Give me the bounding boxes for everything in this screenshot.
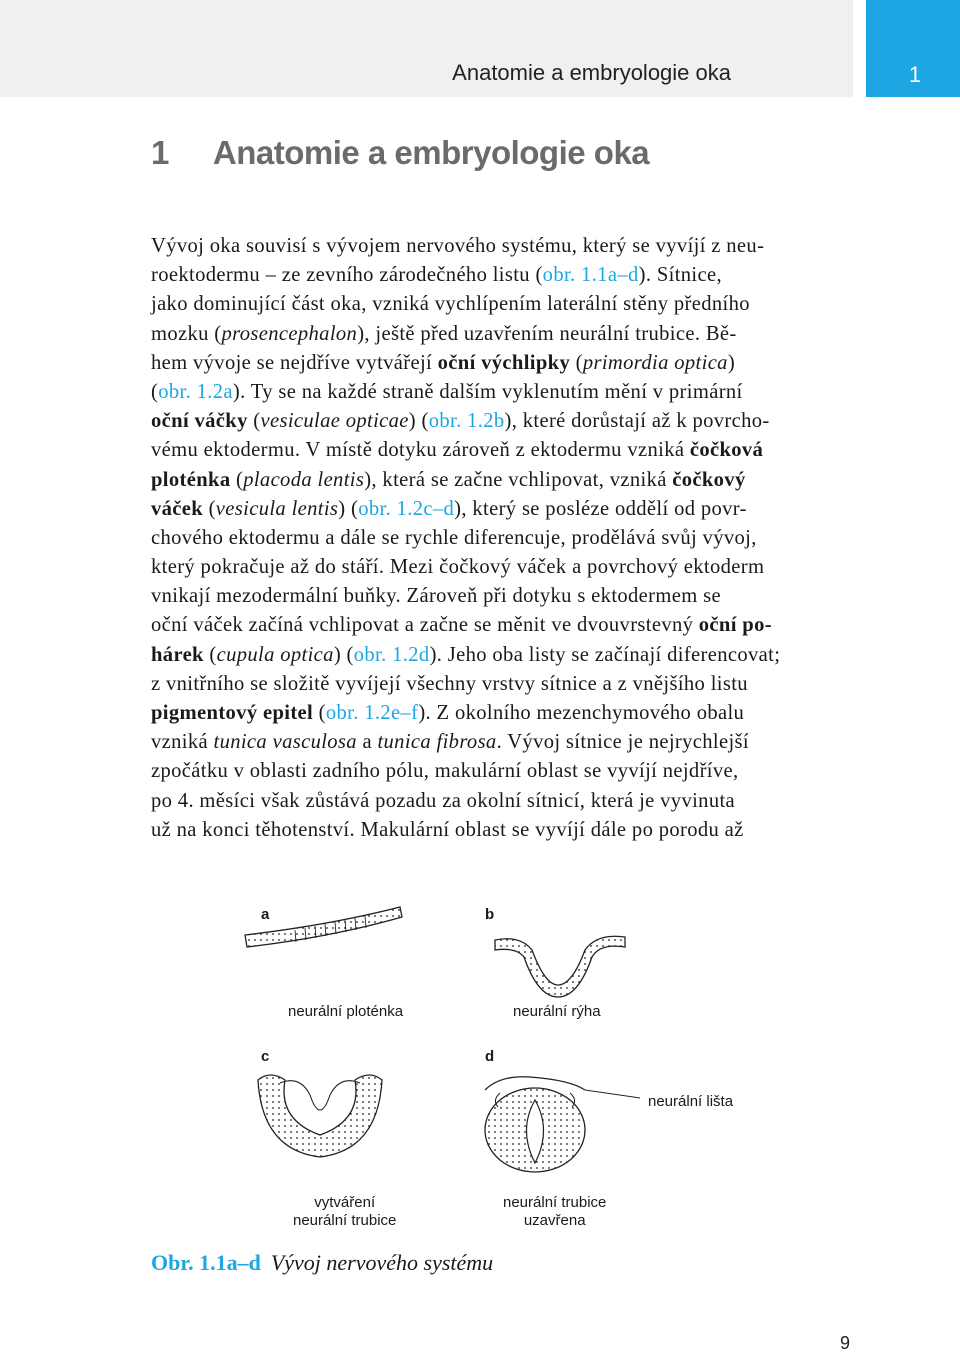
figure-illustration: [240, 895, 660, 1195]
latin-term: tunica vasculosa: [213, 731, 357, 754]
text-run: jako dominující část oka, vzniká vychlípením laterální stěny předního: [151, 293, 750, 316]
text-line: [151, 495, 853, 524]
text-run: ), která se začne vchlipovat, vzniká: [364, 468, 673, 491]
text-run: (: [313, 702, 326, 724]
latin-term: primordia optica: [582, 351, 728, 374]
neural-crest-label: neurální lišta: [648, 1093, 734, 1110]
panel-letter-b: b: [485, 906, 495, 923]
text-run: ), ještě před uzavřením neurální trubice. Bě-: [357, 322, 737, 345]
figure-caption: [151, 1250, 493, 1276]
text-run: ). Sítnice,: [638, 264, 722, 287]
text-run: ), který se posléze oddělí od povr-: [454, 497, 747, 520]
chapter-tab: 1: [866, 0, 960, 97]
text-line: [151, 757, 853, 786]
text-line: [151, 232, 853, 261]
text-run: ), které dorůstají až k povrcho-: [504, 410, 770, 433]
panel-letter-a: a: [261, 906, 270, 923]
text-run: (: [230, 468, 244, 491]
text-run: ). Ty se na každé straně dalším vyklenutím mění v primární: [232, 380, 743, 403]
figure-reference: obr. 1.1a–d: [542, 264, 639, 287]
caption-text: Vývoj nervového systému: [270, 1250, 494, 1275]
bold-term: čočková: [689, 439, 764, 462]
running-header-band: [0, 0, 853, 97]
text-line: [151, 816, 853, 845]
text-line: [151, 349, 853, 378]
figure-reference: obr. 1.2b: [428, 410, 505, 433]
text-run: roektodermu – ze zevního zárodečného listu (: [151, 264, 543, 287]
text-line: [151, 553, 853, 582]
text-run: hem vývoje se nejdříve vytvářejí: [151, 351, 438, 374]
text-run: a: [356, 731, 378, 754]
text-line: [151, 378, 853, 407]
panel-label-d: neurální trubice uzavřena: [503, 1194, 607, 1229]
text-line: [151, 699, 853, 728]
text-run: chového ektodermu a dále se rychle diferencuje, prodělává svůj vývoj,: [151, 526, 757, 549]
text-line: [151, 582, 853, 611]
text-run: ). Z okolního mezenchymového obalu: [418, 702, 745, 724]
latin-term: cupula optica: [216, 643, 334, 666]
text-run: mozku (: [151, 322, 222, 345]
bold-term: čočkový: [672, 468, 746, 491]
text-run: vému ektodermu. V místě dotyku zároveň z ektodermu vzniká: [151, 439, 690, 462]
body-paragraph: [151, 232, 853, 845]
caption-number: Obr. 1.1a–d: [151, 1250, 261, 1275]
text-run: (: [247, 410, 261, 433]
text-run: po 4. měsíci však zůstává pozadu za okolní sítnicí, která je vyvinuta: [151, 789, 736, 812]
text-line: [151, 466, 853, 495]
text-run: který pokračuje až do stáří. Mezi čočkový váček a povrchový ektoderm: [151, 556, 765, 579]
text-line: [151, 290, 853, 319]
text-run: ) (: [338, 497, 359, 520]
latin-term: tunica fibrosa: [377, 731, 497, 754]
bold-term: ploténka: [151, 468, 231, 491]
figure-reference: obr. 1.2a: [158, 380, 233, 403]
panel-label-c: vytváření neurální trubice: [293, 1194, 397, 1229]
figure-reference: obr. 1.2c–d: [358, 497, 455, 520]
bold-term: váček: [151, 497, 204, 520]
text-line: [151, 524, 853, 553]
bold-term: hárek: [151, 643, 204, 666]
text-line: [151, 320, 853, 349]
text-line: [151, 261, 853, 290]
panel-letter-d: d: [485, 1048, 495, 1065]
text-run: ) (: [408, 410, 429, 433]
neural-groove-drawing: [495, 936, 625, 997]
text-run: vzniká: [151, 731, 214, 754]
text-run: (: [203, 643, 217, 666]
bold-term: oční po-: [698, 614, 772, 637]
figure-reference: obr. 1.2e–f: [325, 702, 419, 724]
text-line: [151, 641, 853, 670]
bold-term: pigmentový epitel: [151, 702, 314, 724]
bold-term: oční váčky: [151, 410, 248, 433]
chapter-number: 1: [151, 134, 169, 171]
chapter-title: Anatomie a embryologie oka: [212, 134, 650, 171]
chapter-heading: [151, 134, 649, 172]
text-line: [151, 670, 853, 699]
panel-label-a: neurální ploténka: [288, 1003, 404, 1020]
text-line: [151, 728, 853, 757]
text-run: (: [570, 351, 583, 374]
latin-term: vesicula lentis: [215, 497, 339, 520]
text-run: vnikají mezodermální buňky. Zároveň při dotyku s ektodermem se: [151, 585, 721, 608]
text-run: (: [151, 380, 159, 403]
panel-letter-c: c: [261, 1048, 270, 1065]
latin-term: placoda lentis: [243, 468, 365, 491]
closed-neural-tube-drawing: [485, 1077, 640, 1172]
text-run: . Vývoj sítnice je nejrychlejší: [496, 731, 749, 754]
text-run: oční váček začíná vchlipovat a začne se měnit ve dvouvrstevný: [151, 614, 699, 637]
latin-term: vesiculae opticae: [260, 410, 409, 433]
forming-neural-tube-drawing: [258, 1075, 382, 1157]
text-run: zpočátku v oblasti zadního pólu, makulární oblast se vyvíjí nejdříve,: [151, 760, 739, 783]
text-run: z vnitřního se složitě vyvíjejí všechny vrstvy sítnice a z vnějšího listu: [151, 672, 748, 695]
page-number: 9: [840, 1333, 851, 1353]
bold-term: oční výchlipky: [437, 351, 571, 374]
text-line: [151, 787, 853, 816]
text-run: ). Jeho oba listy se začínají diferencovat;: [429, 643, 781, 666]
running-header-title: Anatomie a embryologie oka: [452, 60, 731, 85]
text-run: (: [203, 497, 216, 520]
text-run: Vývoj oka souvisí s vývojem nervového systému, který se vyvíjí z neu-: [151, 235, 765, 257]
latin-term: prosencephalon: [221, 322, 358, 345]
text-line: [151, 611, 853, 640]
figure-reference: obr. 1.2d: [353, 643, 430, 666]
text-run: už na konci těhotenství. Makulární oblast se vyvíjí dále po porodu až: [151, 818, 744, 841]
text-run: ): [727, 351, 736, 374]
panel-label-b: neurální rýha: [513, 1003, 601, 1020]
text-run: ) (: [333, 643, 354, 666]
text-line: [151, 407, 853, 436]
text-line: [151, 436, 853, 465]
